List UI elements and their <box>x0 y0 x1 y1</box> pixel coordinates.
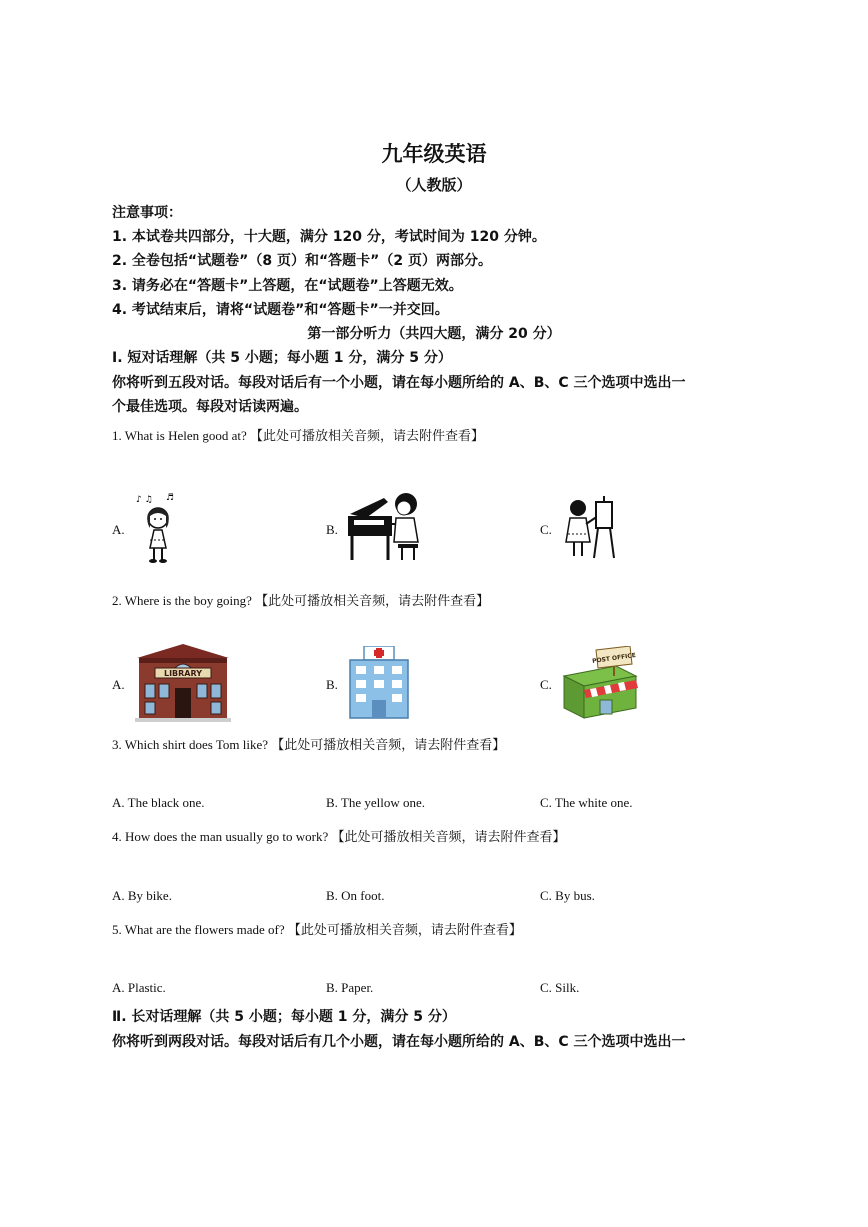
audio-note: 【此处可播放相关音频，请去附件查看】 <box>271 737 506 752</box>
audio-note: 【此处可播放相关音频，请去附件查看】 <box>331 829 566 844</box>
page-subtitle: （人教版） <box>396 176 472 194</box>
post-office-building-image <box>560 646 640 720</box>
svg-text:♬: ♬ <box>166 493 175 503</box>
question-stem: 3. Which shirt does Tom like? 【此处可播放相关音频，请去附件查看】 <box>112 737 506 752</box>
notice-item: 3. 请务必在“答题卡”上答题，在“试题卷”上答题无效。 <box>112 278 463 294</box>
notice-item: 4. 考试结束后，请将“试题卷”和“答题卡”一并交回。 <box>112 302 449 318</box>
option-label: B. <box>326 522 338 537</box>
option-c: C. The white one. <box>540 795 633 810</box>
option-a: A. The black one. <box>112 795 205 810</box>
library-sign-text: LIBRARY <box>163 669 203 678</box>
notice-item: 2. 全卷包括“试题卷”（8 页）和“答题卡”（2 页）两部分。 <box>112 253 492 269</box>
part-heading: 第一部分听力（共四大题，满分 20 分） <box>307 326 561 342</box>
audio-note: 【此处可播放相关音频，请去附件查看】 <box>255 593 490 608</box>
option-c: C. Silk. <box>540 980 580 995</box>
girl-singing-image <box>132 490 188 565</box>
girl-painting-image <box>560 494 620 564</box>
post-office-sign-text: POST OFFICE <box>591 651 637 666</box>
option-label: C. <box>540 522 552 537</box>
section-instructions: 个最佳选项。每段对话读两遍。 <box>112 399 308 415</box>
section-title: Ⅰ. 短对话理解（共 5 小题；每小题 1 分，满分 5 分） <box>112 350 452 366</box>
option-label: A. <box>112 522 125 537</box>
section-instructions: 你将听到两段对话。每段对话后有几个小题，请在每小题所给的 A、B、C 三个选项中选出一 <box>112 1034 686 1050</box>
option-a: A. By bike. <box>112 888 172 903</box>
question-stem: 1. What is Helen good at? 【此处可播放相关音频，请去附件查看】 <box>112 428 485 443</box>
option-b: B. The yellow one. <box>326 795 426 810</box>
option-c: C. By bus. <box>540 888 595 903</box>
question-stem: 5. What are the flowers made of? 【此处可播放相关音频，请去附件查看】 <box>112 922 522 937</box>
option-a: A. Plastic. <box>112 980 166 995</box>
section-title: Ⅱ. 长对话理解（共 5 小题；每小题 1 分，满分 5 分） <box>112 1009 456 1025</box>
option-label: A. <box>112 677 125 692</box>
notice-item: 1. 本试卷共四部分，十大题，满分 120 分，考试时间为 120 分钟。 <box>112 229 546 245</box>
option-label: B. <box>326 677 338 692</box>
girl-playing-piano-image <box>344 488 434 564</box>
option-b: B. Paper. <box>326 980 374 995</box>
audio-note: 【此处可播放相关音频，请去附件查看】 <box>250 428 485 443</box>
question-stem: 2. Where is the boy going? 【此处可播放相关音频，请去附件查看】 <box>112 593 490 608</box>
notice-heading: 注意事项： <box>112 205 182 221</box>
hospital-building-image <box>346 646 412 720</box>
option-label: C. <box>540 677 552 692</box>
library-building-image <box>135 644 231 722</box>
question-stem: 4. How does the man usually go to work? 【此处可播放相关音频，请去附件查看】 <box>112 829 566 844</box>
option-b: B. On foot. <box>326 888 385 903</box>
section-instructions: 你将听到五段对话。每段对话后有一个小题，请在每小题所给的 A、B、C 三个选项中选出一 <box>112 375 686 391</box>
page-title: 九年级英语 <box>381 141 487 166</box>
svg-text:♪ ♫: ♪ ♫ <box>136 495 153 505</box>
audio-note: 【此处可播放相关音频，请去附件查看】 <box>287 922 522 937</box>
